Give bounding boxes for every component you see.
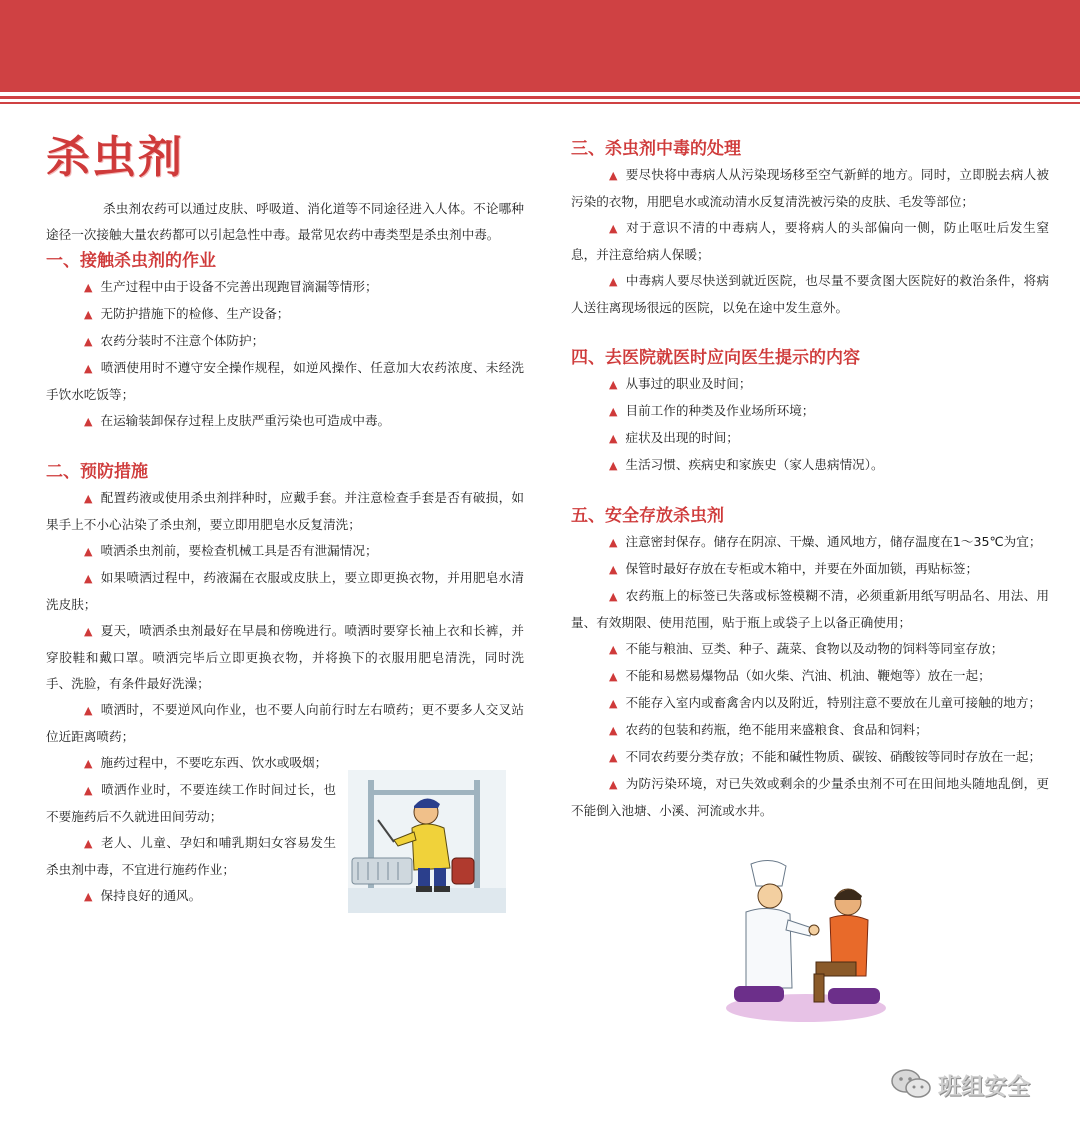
triangle-bullet-icon: ▲ (84, 362, 93, 375)
triangle-bullet-icon: ▲ (609, 724, 618, 737)
section-safe-storage (571, 529, 1049, 824)
list-item: ▲ 为防污染环境，对已失效或剩余的少量杀虫剂不可在田间地头随地乱倒，更不能倒入池塘、小溪、河流或水井。 (571, 776, 1049, 818)
triangle-bullet-icon: ▲ (609, 563, 618, 576)
section-poisoning-treatment (571, 162, 1049, 321)
triangle-bullet-icon: ▲ (84, 784, 93, 797)
intro-paragraph: 杀虫剂农药可以通过皮肤、呼吸道、消化道等不同途径进入人体。不论哪种途径一次接触大量农药都可以引起急性中毒。最常见农药中毒类型是杀虫剂中毒。 (46, 201, 524, 242)
triangle-bullet-icon: ▲ (609, 222, 619, 235)
list-item: ▲ 不能与粮油、豆类、种子、蔬菜、食物以及动物的饲料等同室存放； (609, 641, 1004, 656)
triangle-bullet-icon: ▲ (609, 697, 618, 710)
triangle-bullet-icon: ▲ (609, 432, 618, 445)
watermark (890, 1064, 1060, 1104)
triangle-bullet-icon: ▲ (609, 169, 618, 182)
list-item: ▲ 保管时最好存放在专柜或木箱中，并要在外面加锁，再贴标签； (609, 561, 979, 576)
list-item: ▲ 对于意识不清的中毒病人，要将病人的头部偏向一侧，防止呕吐后发生窒息，并注意给病人保暖； (571, 220, 1049, 262)
section-exposure (46, 274, 524, 435)
list-item: ▲ 保持良好的通风。 (84, 888, 202, 903)
list-item: ▲ 不能存入室内或畜禽舍内以及附近，特别注意不要放在儿童可接触的地方； (609, 695, 1042, 710)
right-column (571, 128, 1049, 824)
list-item: ▲ 不能和易燃易爆物品（如火柴、汽油、机油、鞭炮等）放在一起； (609, 668, 991, 683)
triangle-bullet-icon: ▲ (609, 751, 618, 764)
list-item: ▲ 目前工作的种类及作业场所环境； (609, 403, 815, 418)
list-item: ▲ 喷洒使用时不遵守安全操作规程，如逆风操作、任意加大农药浓度、未经洗手饮水吃饭等； (46, 360, 524, 402)
header-divider (0, 102, 1080, 104)
list-item: ▲ 夏天，喷洒杀虫剂最好在早晨和傍晚进行。喷洒时要穿长袖上衣和长裤，并穿胶鞋和戴口罩。喷洒完毕后立即更换衣物，并将换下的衣服用肥皂清洗，同时洗手、洗脸，有条件最好洗澡； (46, 623, 524, 691)
triangle-bullet-icon: ▲ (609, 590, 618, 603)
worker-sprayer-illustration (348, 770, 506, 913)
list-item: ▲ 如果喷洒过程中，药液漏在衣服或皮肤上，要立即更换衣物，并用肥皂水清洗皮肤； (46, 570, 524, 612)
triangle-bullet-icon: ▲ (84, 415, 93, 428)
triangle-bullet-icon: ▲ (84, 308, 93, 321)
list-item: ▲ 老人、儿童、孕妇和哺乳期妇女容易发生杀虫剂中毒，不宜进行施药作业； (46, 835, 336, 877)
list-item: ▲ 不同农药要分类存放；不能和碱性物质、碳铵、硝酸铵等同时存放在一起； (609, 749, 1042, 764)
header-band (0, 0, 1080, 92)
triangle-bullet-icon: ▲ (84, 281, 93, 294)
list-item: ▲ 施药过程中，不要吃东西、饮水或吸烟； (84, 755, 328, 770)
header-divider (0, 96, 1080, 99)
list-item: ▲ 喷洒杀虫剂前，要检查机械工具是否有泄漏情况； (84, 543, 378, 558)
list-item: ▲ 无防护措施下的检修、生产设备； (84, 306, 290, 321)
triangle-bullet-icon: ▲ (609, 536, 618, 549)
triangle-bullet-icon: ▲ (84, 837, 93, 850)
list-item: ▲ 农药瓶上的标签已失落或标签模糊不清，必须重新用纸写明品名、用法、用量、有效期限、使用范围，贴于瓶上或袋子上以备正确使用； (571, 588, 1049, 630)
section-title-hospital-info: 四、去医院就医时应向医生提示的内容 (571, 348, 860, 368)
list-item: ▲ 喷洒作业时，不要连续工作时间过长，也不要施药后不久就进田间劳动； (46, 782, 336, 824)
section-hospital-info (571, 371, 1049, 479)
triangle-bullet-icon: ▲ (84, 335, 93, 348)
list-item: ▲ 农药分装时不注意个体防护； (84, 333, 265, 348)
list-item: ▲ 配置药液或使用杀虫剂拌种时，应戴手套。并注意检查手套是否有破损，如果手上不小心沾染了杀虫剂，要立即用肥皂水反复清洗； (46, 490, 524, 532)
section-title-poisoning-treatment: 三、杀虫剂中毒的处理 (571, 139, 741, 159)
triangle-bullet-icon: ▲ (609, 405, 618, 418)
list-item: ▲ 喷洒时，不要逆风向作业，也不要人向前行时左右喷药；更不要多人交叉站位近距离喷药； (46, 702, 524, 744)
list-item: ▲ 从事过的职业及时间； (609, 376, 752, 391)
triangle-bullet-icon: ▲ (609, 643, 618, 656)
triangle-bullet-icon: ▲ (609, 778, 618, 791)
list-item: ▲ 生活习惯、疾病史和家族史（家人患病情况）。 (609, 457, 884, 472)
list-item: ▲ 注意密封保存。储存在阴凉、干燥、通风地方，储存温度在1～35℃为宜； (609, 534, 1042, 549)
triangle-bullet-icon: ▲ (84, 625, 93, 638)
list-item: ▲ 农药的包装和药瓶，绝不能用来盛粮食、食品和饲料； (609, 722, 928, 737)
triangle-bullet-icon: ▲ (84, 890, 93, 903)
list-item: ▲ 生产过程中由于设备不完善出现跑冒滴漏等情形； (84, 279, 378, 294)
page-title: 杀虫剂 (46, 132, 184, 183)
triangle-bullet-icon: ▲ (609, 670, 618, 683)
triangle-bullet-icon: ▲ (84, 492, 93, 505)
triangle-bullet-icon: ▲ (609, 275, 618, 288)
wechat-icon (890, 1067, 932, 1101)
triangle-bullet-icon: ▲ (84, 704, 93, 717)
list-item: ▲ 在运输装卸保存过程上皮肤严重污染也可造成中毒。 (84, 413, 391, 428)
doctor-patient-illustration (716, 858, 892, 1024)
triangle-bullet-icon: ▲ (84, 757, 93, 770)
list-item: ▲ 中毒病人要尽快送到就近医院，也尽量不要贪图大医院好的救治条件，将病人送往离现场很远的医院，以免在途中发生意外。 (571, 273, 1049, 315)
triangle-bullet-icon: ▲ (84, 572, 93, 585)
section-title-safe-storage: 五、安全存放杀虫剂 (571, 506, 724, 526)
watermark-text: 班组安全 (938, 1073, 1030, 1100)
list-item: ▲ 症状及出现的时间； (609, 430, 739, 445)
triangle-bullet-icon: ▲ (84, 545, 93, 558)
section-title-prevention: 二、预防措施 (46, 462, 148, 482)
triangle-bullet-icon: ▲ (609, 459, 618, 472)
section-title-exposure: 一、接触杀虫剂的作业 (46, 251, 216, 271)
list-item: ▲ 要尽快将中毒病人从污染现场移至空气新鲜的地方。同时，立即脱去病人被污染的衣物，用肥皂水或流动清水反复清洗被污染的皮肤、毛发等部位； (571, 167, 1049, 209)
triangle-bullet-icon: ▲ (609, 378, 618, 391)
